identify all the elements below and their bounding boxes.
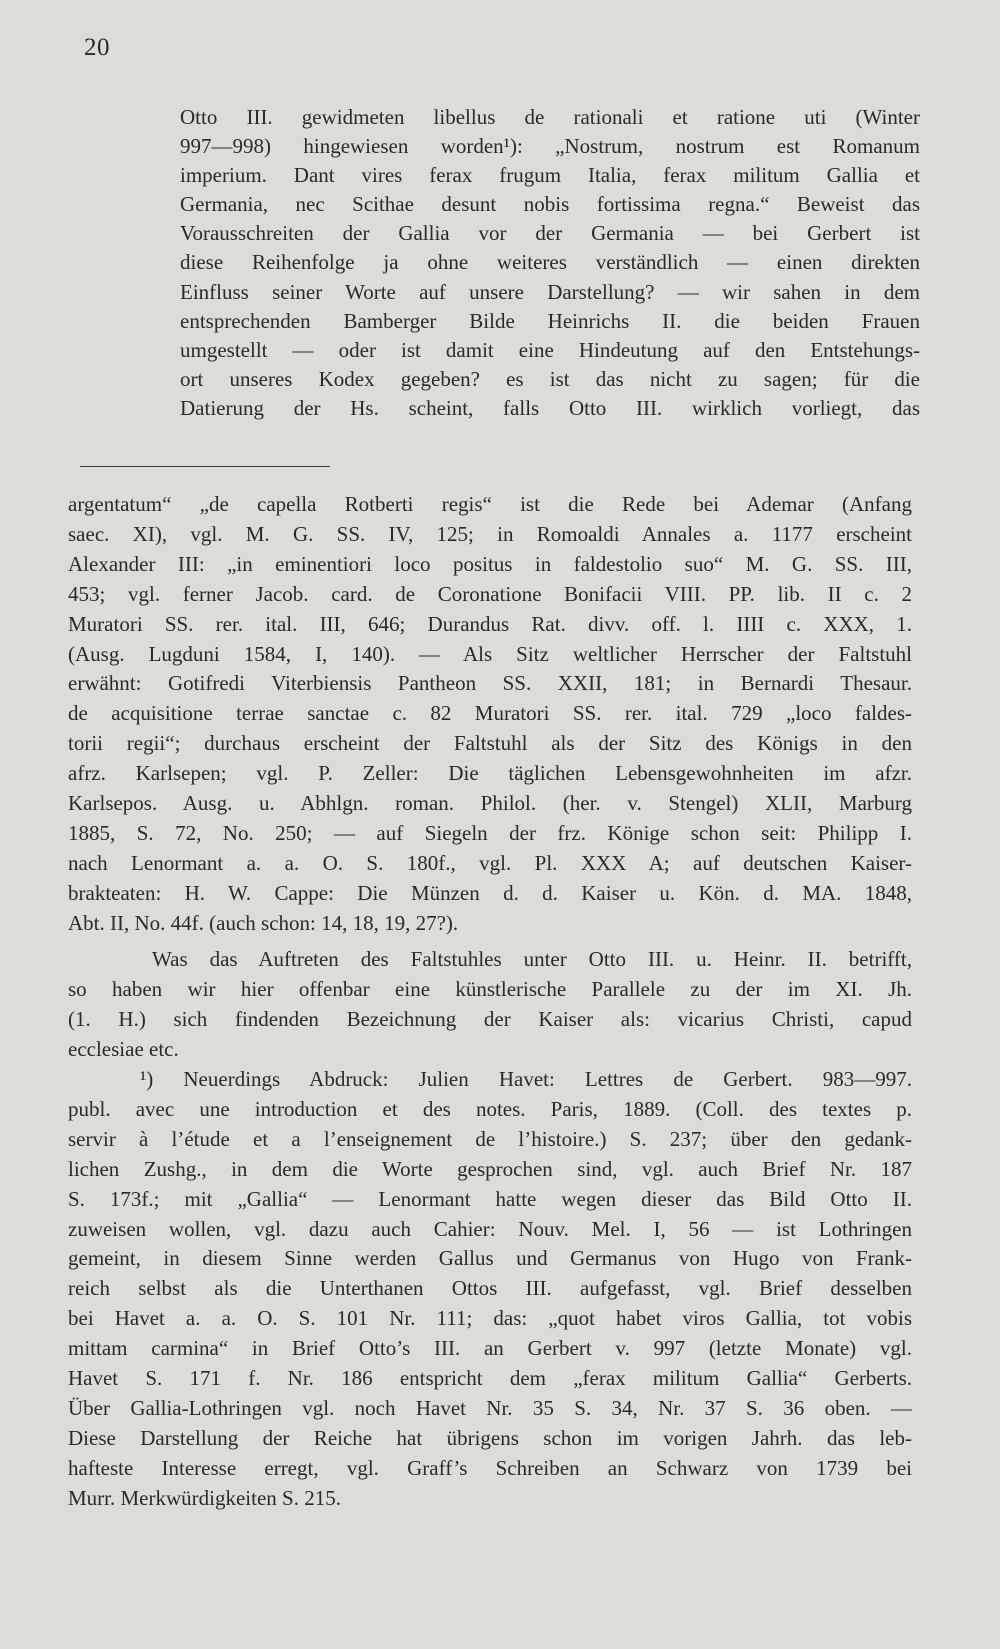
footnote-line: Karlsepos. Ausg. u. Abhlgn. roman. Philol. (her. v. Stengel) XLII, Marburg: [68, 791, 912, 816]
footnote-line: Abt. II, No. 44f. (auch schon: 14, 18, 19, 27?).: [68, 910, 459, 935]
body-line: entsprechenden Bamberger Bilde Heinrichs II. die beiden Frauen: [180, 308, 920, 333]
footnote-line: mittam carmina“ in Brief Otto’s III. an Gerbert v. 997 (letzte Monate) vgl.: [68, 1336, 912, 1361]
footnote-line: Muratori SS. rer. ital. III, 646; Durandus Rat. divv. off. l. IIII c. XXX, 1.: [68, 611, 912, 636]
footnote-line: argentatum“ „de capella Rotberti regis“ ist die Rede bei Ademar (Anfang: [68, 492, 912, 516]
footnote-line: bei Havet a. a. O. S. 101 Nr. 111; das: „quot habet viros Gallia, tot vobis: [68, 1306, 912, 1331]
footnote-line: afrz. Karlsepen; vgl. P. Zeller: Die täglichen Lebensgewohnheiten im afzr.: [68, 761, 912, 786]
body-line: Einfluss seiner Worte auf unsere Darstellung? — wir sahen in dem: [180, 279, 920, 304]
footnote-line: reich selbst als die Unterthanen Ottos III. aufgefasst, vgl. Brief desselben: [68, 1276, 912, 1301]
footnote-line: publ. avec une introduction et des notes. Paris, 1889. (Coll. des textes p.: [68, 1096, 912, 1121]
footnote-line: hafteste Interesse erregt, vgl. Graff’s Schreiben an Schwarz von 1739 bei: [68, 1455, 912, 1480]
footnote-continuation: [68, 490, 912, 939]
body-line: Otto III. gewidmeten libellus de rationali et ratione uti (Winter: [180, 105, 920, 129]
footnote-line: ¹) Neuerdings Abdruck: Julien Havet: Lettres de Gerbert. 983—997.: [140, 1067, 912, 1091]
footnote-line: zuweisen wollen, vgl. dazu auch Cahier: Nouv. Mel. I, 56 — ist Lothringen: [68, 1216, 912, 1241]
body-line: Datierung der Hs. scheint, falls Otto III. wirklich vorliegt, das: [180, 395, 920, 420]
body-line: Germania, nec Scithae desunt nobis fortissima regna.“ Beweist das: [180, 192, 920, 217]
footnote-line: brakteaten: H. W. Cappe: Die Münzen d. d. Kaiser u. Kön. d. MA. 1848,: [68, 880, 912, 905]
footnote-line: nach Lenormant a. a. O. S. 180f., vgl. Pl. XXX A; auf deutschen Kaiser-: [68, 850, 912, 875]
body-line: diese Reihenfolge ja ohne weiteres verständlich — einen direkten: [180, 250, 920, 275]
footnote-line: S. 173f.; mit „Gallia“ — Lenormant hatte wegen dieser das Bild Otto II.: [68, 1186, 912, 1211]
footnote-1: [68, 1065, 912, 1514]
main-body-text: [180, 103, 920, 423]
footnote-line: de acquisitione terrae sanctae c. 82 Muratori SS. rer. ital. 729 „loco faldes-: [68, 701, 912, 726]
footnote-line: torii regii“; durchaus erscheint der Faltstuhl als der Sitz des Königs in den: [68, 731, 912, 756]
body-line: ort unseres Kodex gegeben? es ist das nicht zu sagen; für die: [180, 366, 920, 391]
footnote-line: erwähnt: Gotifredi Viterbiensis Pantheon SS. XXII, 181; in Bernardi Thesaur.: [68, 671, 912, 696]
footnote-line: 1885, S. 72, No. 250; — auf Siegeln der frz. Könige schon seit: Philipp I.: [68, 820, 912, 845]
footnote-line: (Ausg. Lugduni 1584, I, 140). — Als Sitz weltlicher Herrscher der Faltstuhl: [68, 641, 912, 666]
footnote-line: Über Gallia-Lothringen vgl. noch Havet Nr. 35 S. 34, Nr. 37 S. 36 oben. —: [68, 1395, 912, 1420]
footnote-line: Alexander III: „in eminentiori loco positus in faldestolio suo“ M. G. SS. III,: [68, 551, 912, 576]
body-line: 997—998) hingewiesen worden¹): „Nostrum, nostrum est Romanum: [180, 134, 920, 159]
footnote-line: servir à l’étude et a l’enseignement de l’histoire.) S. 237; über den gedank-: [68, 1126, 912, 1151]
footnote-line: saec. XI), vgl. M. G. SS. IV, 125; in Romoaldi Annales a. 1177 erscheint: [68, 521, 912, 546]
footnote-line: 453; vgl. ferner Jacob. card. de Coronatione Bonifacii VIII. PP. lib. II c. 2: [68, 581, 912, 606]
body-line: umgestellt — oder ist damit eine Hindeutung auf den Entstehungs-: [180, 337, 920, 362]
footnote-separator-rule: [80, 466, 330, 467]
footnote-line: Was das Auftreten des Faltstuhles unter Otto III. u. Heinr. II. betrifft,: [152, 947, 912, 971]
footnote-line: Diese Darstellung der Reiche hat übrigens schon im vorigen Jahrh. das leb-: [68, 1425, 912, 1450]
page-number: 20: [84, 34, 110, 61]
footnote-line: Murr. Merkwürdigkeiten S. 215.: [68, 1485, 341, 1510]
footnote-line: gemeint, in diesem Sinne werden Gallus und Germanus von Hugo von Frank-: [68, 1246, 912, 1271]
body-line: imperium. Dant vires ferax frugum Italia, ferax militum Gallia et: [180, 163, 920, 188]
footnote-paragraph: [68, 945, 912, 1065]
footnote-line: Havet S. 171 f. Nr. 186 entspricht dem „ferax militum Gallia“ Gerberts.: [68, 1366, 912, 1391]
footnote-line: lichen Zushg., in dem die Worte gesprochen sind, vgl. auch Brief Nr. 187: [68, 1156, 912, 1181]
footnote-line: ecclesiae etc.: [68, 1036, 179, 1061]
footnote-line: (1. H.) sich findenden Bezeichnung der Kaiser als: vicarius Christi, capud: [68, 1006, 912, 1031]
body-line: Vorausschreiten der Gallia vor der Germania — bei Gerbert ist: [180, 221, 920, 246]
footnote-line: so haben wir hier offenbar eine künstlerische Parallele zu der im XI. Jh.: [68, 976, 912, 1001]
